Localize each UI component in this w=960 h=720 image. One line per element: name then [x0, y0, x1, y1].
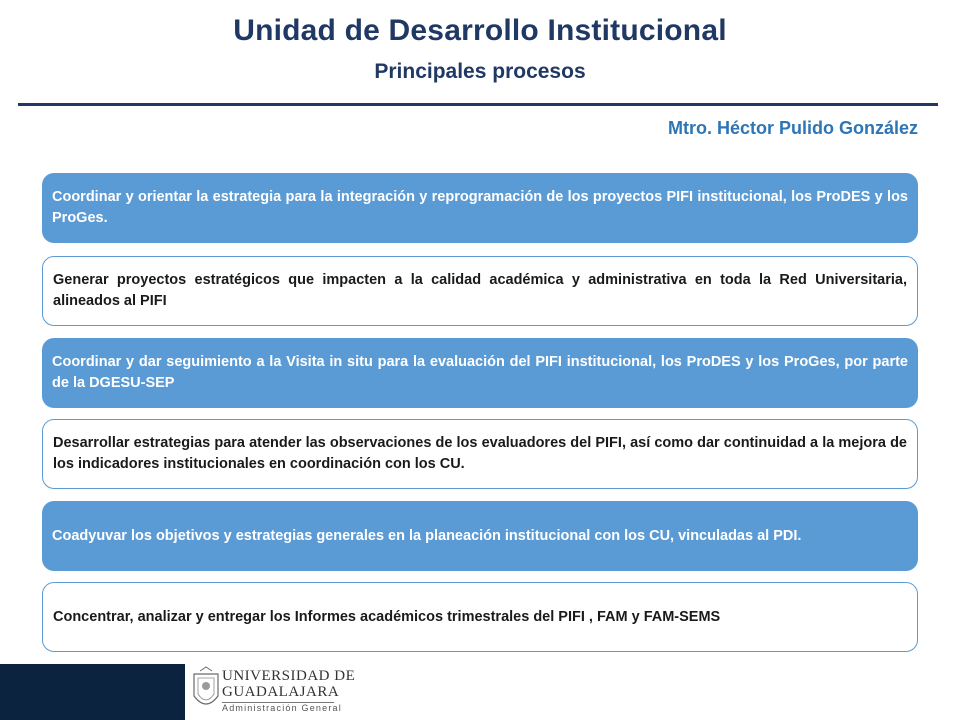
process-item — [42, 173, 918, 243]
process-item — [42, 256, 918, 326]
logo-line-2: GUADALAJARA — [222, 684, 340, 700]
process-item-text: Concentrar, analizar y entregar los Informes académicos trimestrales del PIFI , FAM y FAM-SEMS — [53, 608, 721, 625]
author-name: Mtro. Héctor Pulido González — [667, 118, 918, 138]
process-item-text: Coordinar y dar seguimiento a la Visita in situ para la evaluación del PIFI institucional, los ProDES y los ProGes, por parte de la DGESU-SEP — [52, 354, 908, 391]
logo-line-3: Administración General — [222, 703, 342, 713]
process-item-text: Coadyuvar los objetivos y estrategias generales en la planeación institucional con los CU, vinculadas al PDI. — [52, 527, 802, 544]
process-item-text: Coordinar y orientar la estrategia para la integración y reprogramación de los proyectos PIFI institucional, los ProDES y los ProGes. — [52, 189, 908, 226]
process-item-text: Generar proyectos estratégicos que impacten a la calidad académica y administrativa en toda la Red Universitaria, alineados al PIFI — [53, 272, 907, 309]
process-item — [42, 338, 918, 408]
process-item-text: Desarrollar estrategias para atender las observaciones de los evaluadores del PIFI, así como dar continuidad a la mejora de los indicadores institucionales en coordinación con los CU. — [53, 435, 907, 472]
logo-line-1: UNIVERSIDAD DE — [222, 668, 356, 684]
process-item — [42, 501, 918, 571]
footer-color-block — [0, 664, 185, 720]
page-title: Unidad de Desarrollo Institucional — [233, 14, 727, 47]
process-item — [42, 419, 918, 489]
header-divider — [18, 103, 938, 106]
process-item — [42, 582, 918, 652]
page-subtitle: Principales procesos — [374, 60, 586, 83]
